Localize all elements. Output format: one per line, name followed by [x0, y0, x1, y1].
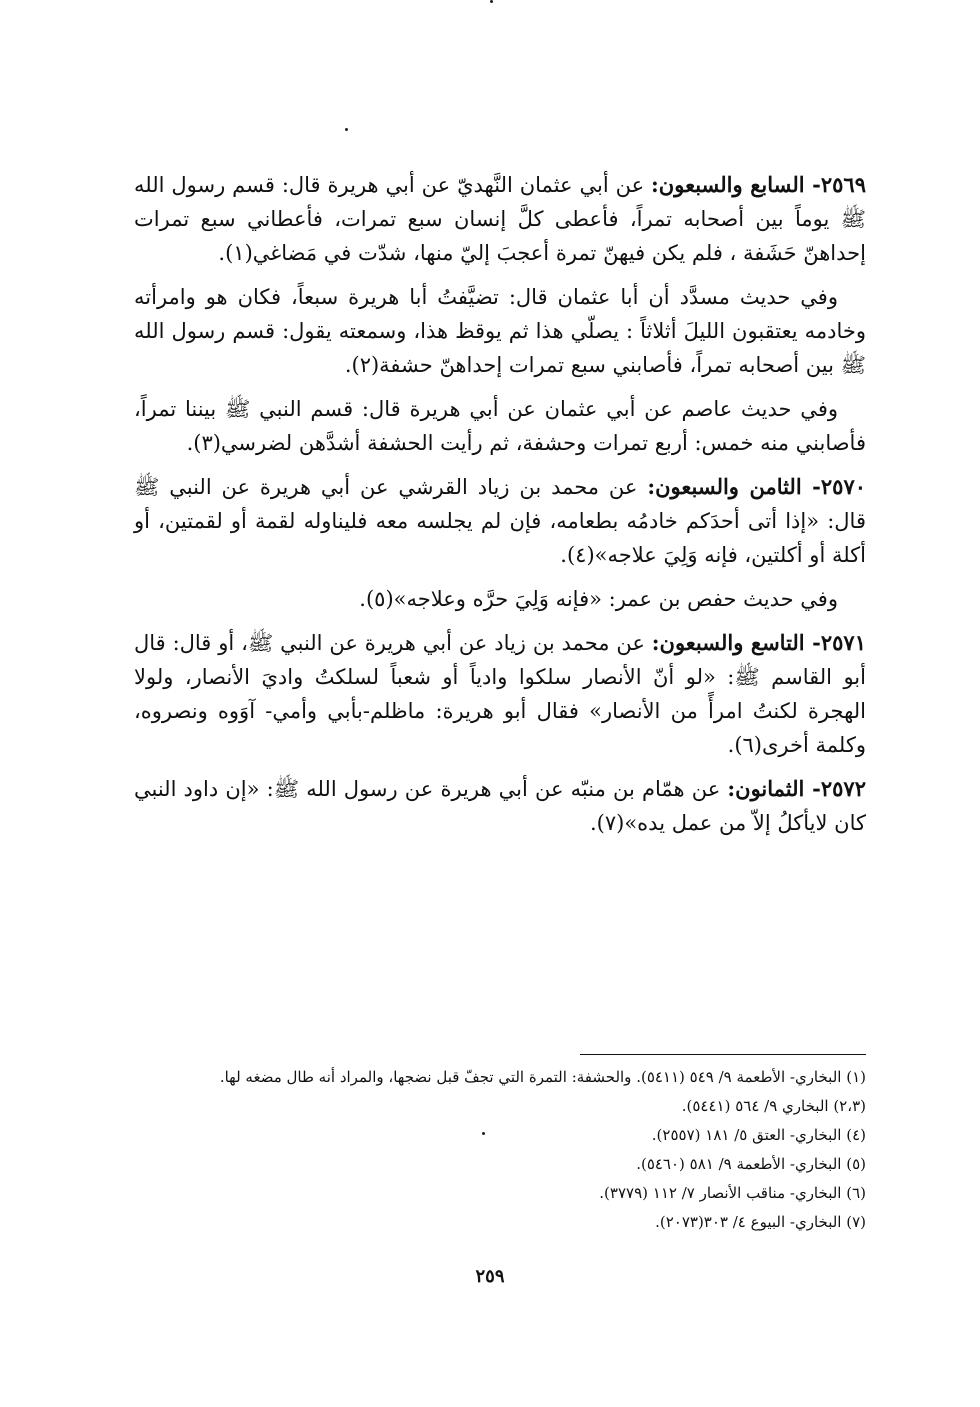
- hadith-paragraph: [134, 470, 866, 572]
- hadith-paragraph: [134, 392, 866, 460]
- hadith-paragraph: [134, 280, 866, 382]
- hadith-text: وفي حديث حفص بن عمر: «فإنه وَلِيَ حرَّه وعلاجه»(٥).: [359, 587, 838, 611]
- hadith-text: عن محمد بن زياد عن أبي هريرة عن النبي ﷺ، أو قال: قال أبو القاسم ﷺ: «لو أنّ الأنصار سلكوا وادياً أو شعباً لسلكتُ واديَ الأنصار، ولولا الهجرة لكنتُ امرأً من الأنصار» فقال أبو هريرة: ماظلم-بأبي وأمي- آوَوه ونصروه، وكلمة أخرى(٦).: [134, 631, 866, 757]
- main-text: [134, 168, 866, 850]
- scan-speck: [345, 128, 348, 131]
- hadith-text: وفي حديث مسدَّد أن أبا عثمان قال: تضيَّفتُ أبا هريرة سبعاً، فكان هو وامرأته وخادمه يعتقبون الليلَ أثلاثاً : يصلّي هذا ثم يوقظ هذا، وسمعته يقول: قسم رسول الله ﷺ بين أصحابه تمراً، فأصابني سبع تمرات إحداهنّ حشفة(٢).: [134, 285, 866, 377]
- scan-speck: [490, 0, 493, 3]
- page-number: ٢٥٩: [475, 1266, 505, 1287]
- hadith-text: عن أبي عثمان النَّهديّ عن أبي هريرة قال: قسم رسول الله ﷺ يوماً بين أصحابه تمراً، فأعطى كلَّ إنسان سبع تمرات، فأعطاني سبع تمرات إحداهنّ حَشَفة ، فلم يكن فيهنّ تمرة أعجبَ إليّ منها، شدّت في مَضاغي(١).: [134, 173, 866, 265]
- footnote: (٧) البخاري- البيوع ٤/ ٣٠٣(٢٠٧٣).: [655, 1213, 866, 1231]
- footnote: (٤) البخاري- العتق ٥/ ١٨١ (٢٥٥٧).: [651, 1126, 866, 1144]
- footnote: (١) البخاري- الأطعمة ٩/ ٥٤٩ (٥٤١١). والحشفة: التمرة التي تجفّ قبل نضجها، والمراد أنه طال مضغه لها.: [219, 1068, 866, 1086]
- hadith-heading: ٢٥٦٩- السابع والسبعون:: [651, 172, 866, 197]
- footnote: (٢،٣) البخاري ٩/ ٥٦٤ (٥٤٤١).: [681, 1097, 866, 1115]
- footnotes: [150, 1064, 866, 1238]
- footnote: (٥) البخاري- الأطعمة ٩/ ٥٨١ (٥٤٦٠).: [636, 1155, 866, 1173]
- hadith-text: عن همّام بن منبّه عن أبي هريرة عن رسول الله ﷺ: «إن داود النبي كان لايأكلُ إلاّ من عمل يده»(٧).: [134, 777, 866, 835]
- hadith-text: وفي حديث عاصم عن أبي عثمان عن أبي هريرة قال: قسم النبي ﷺ بيننا تمراً، فأصابني منه خمس: أربع تمرات وحشفة، ثم رأيت الحشفة أشدَّهن لضرسي(٣).: [134, 397, 866, 455]
- hadith-paragraph: [134, 772, 866, 840]
- hadith-paragraph: [134, 168, 866, 270]
- footnote: (٦) البخاري- مناقب الأنصار ٧/ ١١٢ (٣٧٧٩).: [599, 1184, 866, 1202]
- hadith-heading: ٢٥٧٢- الثمانون:: [727, 776, 866, 801]
- hadith-text: عن محمد بن زياد القرشي عن أبي هريرة عن النبي ﷺ قال: «إذا أتى أحدَكم خادمُه بطعامه، فإن لم يجلسه معه فليناوله لقمة أو لقمتين، أو أكلة أو أكلتين، فإنه وَلِيَ علاجه»(٤).: [134, 475, 866, 567]
- footnote-separator: [580, 1054, 866, 1055]
- hadith-heading: ٢٥٧٠- الثامن والسبعون:: [647, 474, 867, 499]
- hadith-paragraph: [134, 626, 866, 762]
- hadith-paragraph: [134, 582, 866, 616]
- hadith-heading: ٢٥٧١- التاسع والسبعون:: [651, 630, 866, 655]
